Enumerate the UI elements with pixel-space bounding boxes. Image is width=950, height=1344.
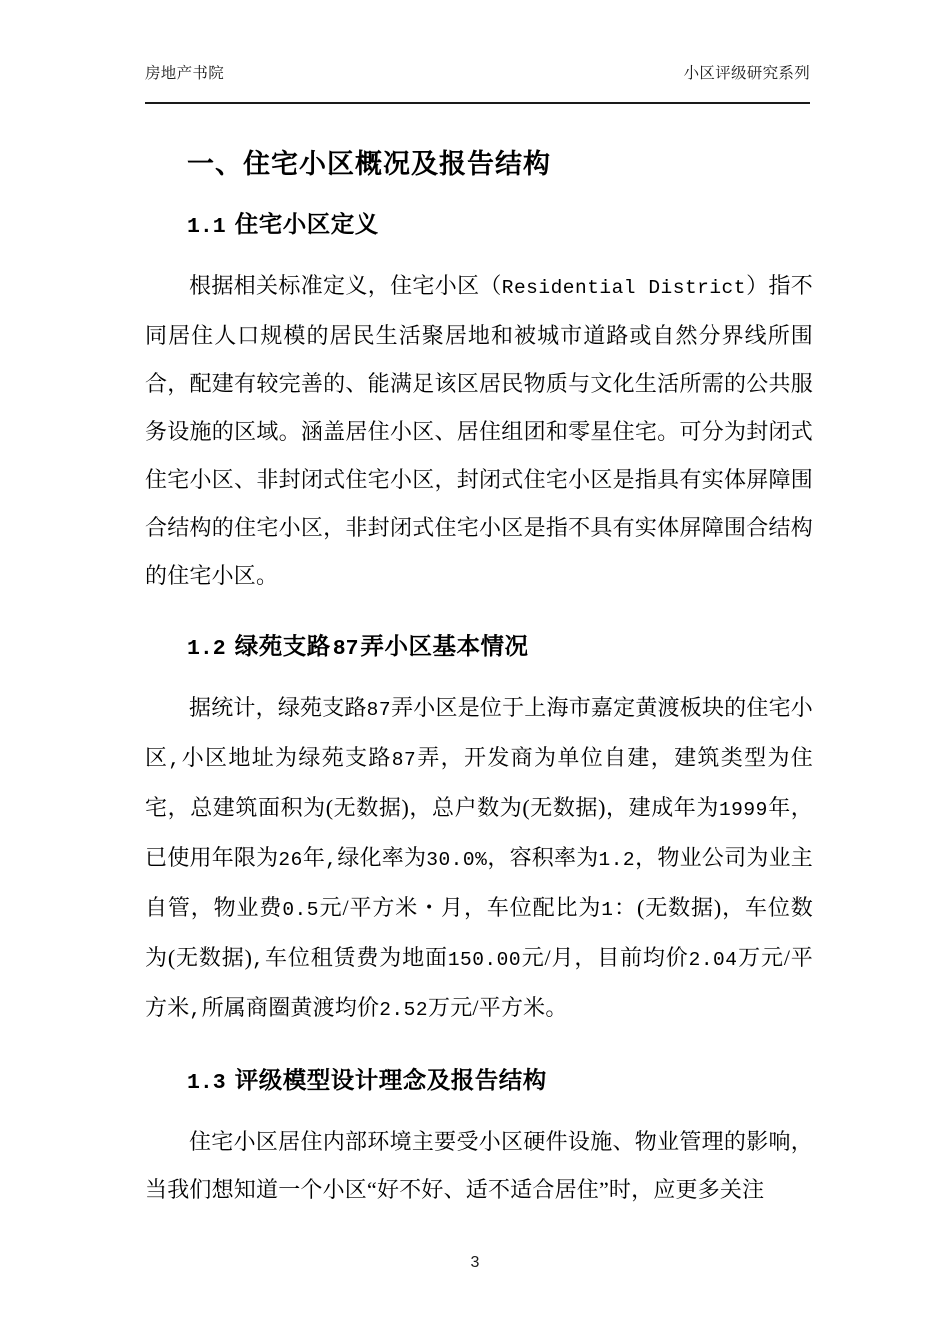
paragraph-1-2	[145, 684, 813, 1034]
p12-n4: 26	[278, 849, 303, 871]
page-footer	[0, 1254, 950, 1272]
document-body	[145, 128, 813, 1214]
header-left-text: 房地产书院	[145, 65, 225, 82]
p12-t9: 绿化率为	[337, 845, 427, 870]
p12-t3: ,	[168, 749, 181, 771]
p12-n9: 150.00	[447, 949, 522, 971]
p12-t5: 弄，开发商为单位自建，建筑类型为住宅，总建筑面积为(无数据)，总户数为(无数据)，建成年为	[145, 745, 813, 820]
p12-t2: 弄小区是位于上海市嘉定黄渡板块的住宅小区	[145, 695, 813, 770]
para-1-1-text-b: ）指不同居住人口规模的居民生活聚居地和被城市道路或自然分界线所围合，配建有较完善的、能满足该区居民物质与文化生活所需的公共服务设施的区域。涵盖居住小区、居住组团和零星住宅。可分为封闭式住宅小区、非封闭式住宅小区，封闭式住宅小区是指具有实体屏障围合结构的住宅小区，非封闭式住宅小区是指不具有实体屏障围合结构的住宅小区。	[145, 273, 813, 588]
p12-n2: 87	[391, 749, 417, 771]
p12-t13: ：(无数据)，车位数为(无数据)	[145, 895, 814, 970]
p12-t4: 小区地址为绿苑支路	[180, 745, 392, 770]
heading-1-1-number: 1.1	[187, 215, 226, 239]
para-1-1-text-a: 根据相关标准定义，住宅小区（	[189, 273, 502, 298]
heading-1-3-title: 评级模型设计理念及报告结构	[234, 1068, 547, 1094]
p12-n1: 87	[366, 699, 392, 721]
page-header	[145, 64, 810, 104]
p12-n6: 1.2	[598, 849, 636, 871]
p12-t1: 据统计，绿苑支路	[189, 695, 367, 720]
heading-1-2-number: 1.2	[187, 637, 226, 661]
page-title: 一、住宅小区概况及报告结构	[187, 149, 551, 179]
paragraph-1-3: 住宅小区居住内部环境主要受小区硬件设施、物业管理的影响，当我们想知道一个小区“好不好、适不适合居住”时，应更多关注	[145, 1129, 813, 1202]
p12-t11: ，物业公司为业主自管，物业费	[145, 845, 813, 920]
heading-1-2-title-number: 87	[332, 637, 359, 661]
page-number: 3	[470, 1254, 480, 1271]
heading-1-3-number: 1.3	[187, 1071, 226, 1095]
p12-t6: 年，已使用年限为	[145, 795, 813, 870]
heading-1-2	[145, 626, 813, 670]
heading-1-2-title-part1: 绿苑支路	[234, 634, 331, 660]
p12-n3: 1999	[718, 799, 768, 821]
p12-t12: 元/平方米・月，车位配比为	[318, 895, 602, 920]
p12-n11: 2.52	[379, 999, 429, 1021]
p12-n8: 1	[601, 899, 614, 921]
p12-t19: 所属商圈黄渡均价	[201, 995, 380, 1020]
heading-1-2-title-part2: 弄小区基本情况	[360, 634, 529, 660]
p12-t7: 年	[302, 845, 326, 870]
p12-n10: 2.04	[688, 949, 738, 971]
p12-n5: 30.0%	[426, 849, 488, 871]
paragraph-1-1	[145, 262, 813, 600]
para-1-1-latin-term: Residential District	[501, 277, 746, 299]
p12-t18: ,	[189, 999, 202, 1021]
p12-t16: 元/月，目前均价	[521, 945, 689, 970]
p12-t15: 车位租赁费为地面	[264, 945, 448, 970]
p12-t17: 万元/平方米	[145, 945, 813, 1020]
heading-1-1	[145, 204, 813, 248]
p12-t14: ,	[252, 949, 265, 971]
p12-t20: 万元/平方米。	[428, 995, 568, 1020]
p12-t10: ，容积率为	[487, 845, 599, 870]
header-right-text: 小区评级研究系列	[683, 65, 810, 82]
p12-n7: 0.5	[282, 899, 319, 921]
heading-1-1-title: 住宅小区定义	[234, 212, 379, 238]
p12-t8: ,	[325, 849, 338, 871]
heading-1-3	[145, 1060, 813, 1104]
